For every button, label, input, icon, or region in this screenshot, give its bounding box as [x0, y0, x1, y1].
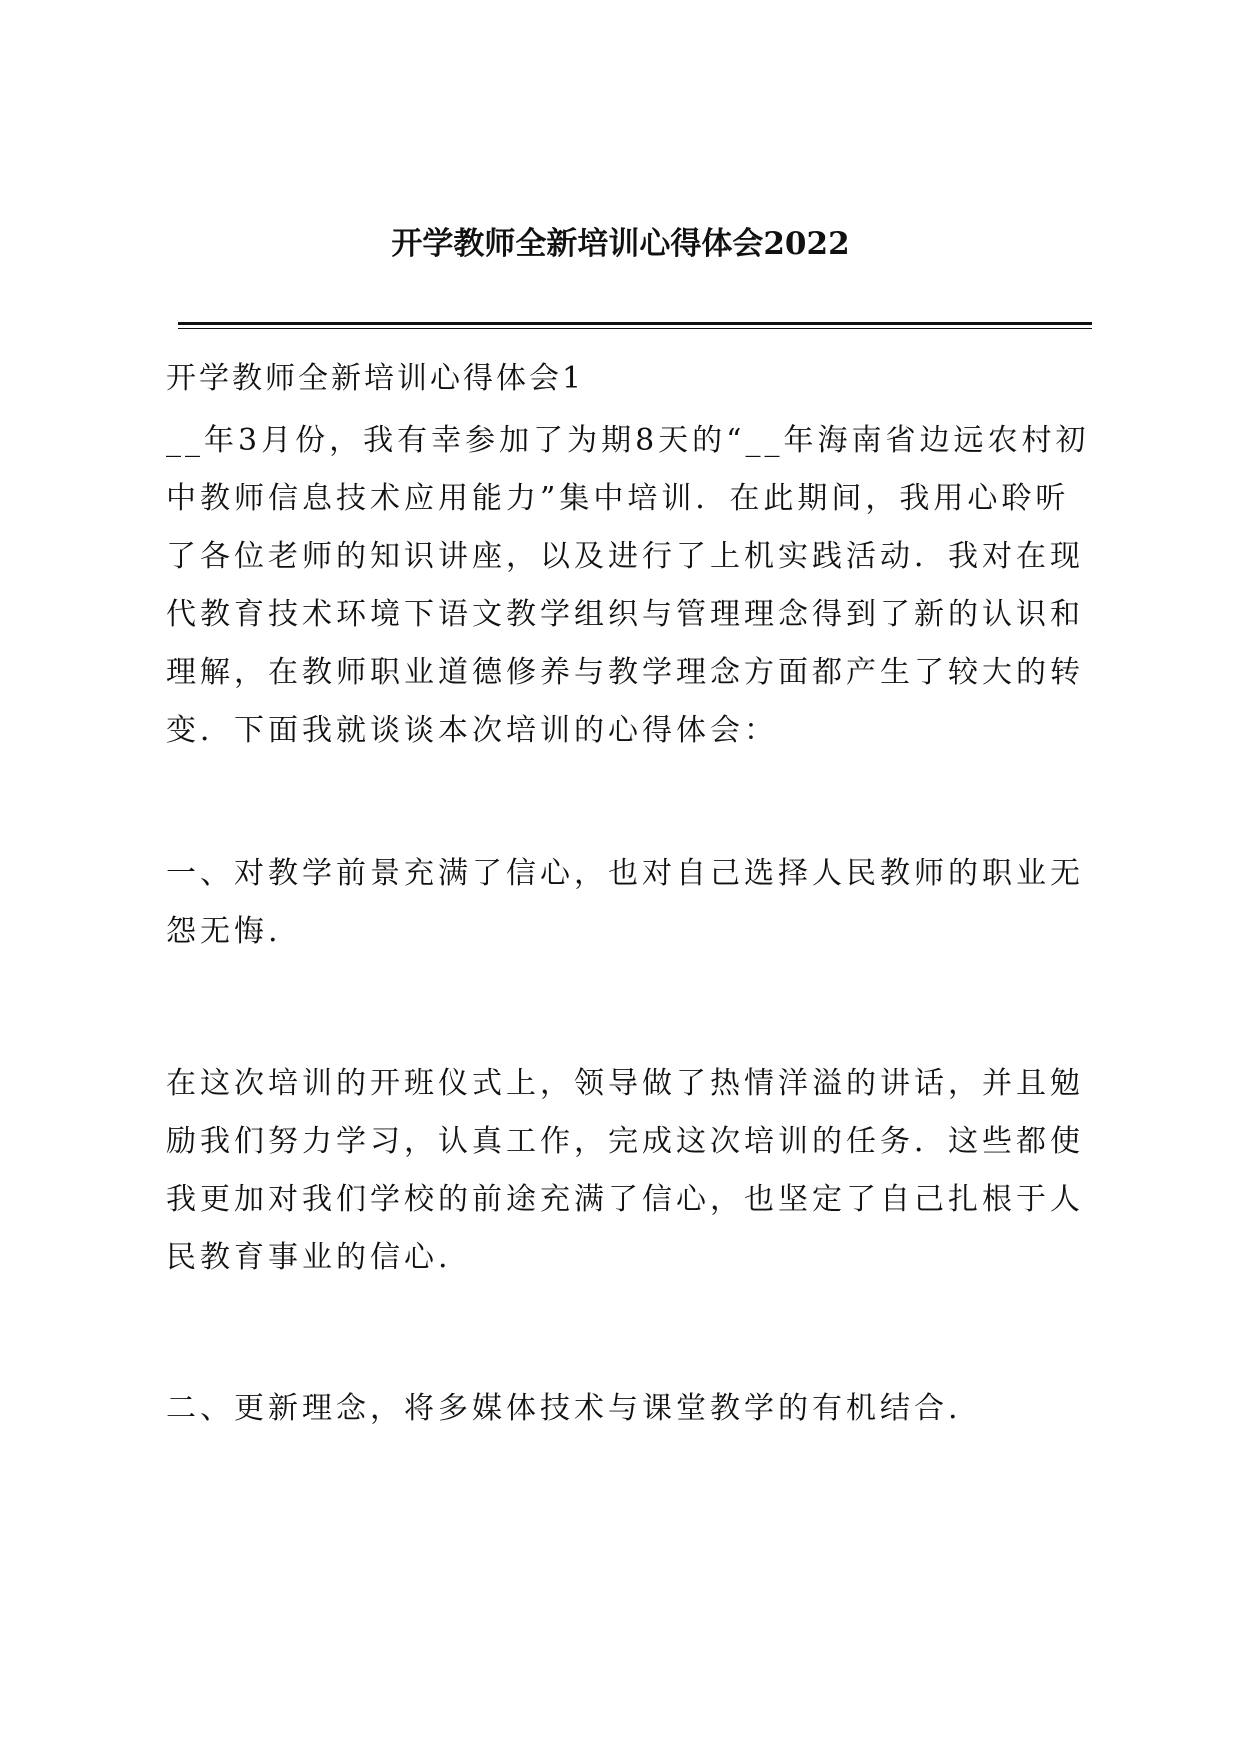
paragraph-opening-ceremony [166, 1055, 1096, 1287]
title-rule-thick [178, 322, 1092, 325]
section-heading-1-text: 一、对教学前景充满了信心，也对自己选择人民教师的职业无怨无悔. [166, 856, 1084, 949]
paragraph-opening-ceremony-text: 在这次培训的开班仪式上，领导做了热情洋溢的讲话，并且勉励我们努力学习，认真工作，完成这次培训的任务．这些都使我更加对我们学校的前途充满了信心，也坚定了自己扎根于人民教育事业的信心. [166, 1066, 1084, 1275]
paragraph-intro-text: __年3月份，我有幸参加了为期8天的“__年海南省边远农村初中教师信息技术应用能力”集中培训．在此期间，我用心聆听了各位老师的知识讲座，以及进行了上机实践活动．我对在现代教育技术环境下语文教学组织与管理理念得到了新的认识和理解，在教师职业道德修养与教学理念方面都产生了较大的转变．下面我就谈谈本次培训的心得体会： [166, 423, 1090, 748]
subheading-text: 开学教师全新培训心得体会1 [166, 361, 585, 396]
document-title: 开学教师全新培训心得体会2022 [391, 226, 850, 262]
article-subheading [166, 350, 1096, 408]
section-heading-1 [166, 845, 1096, 961]
paragraph-intro [166, 412, 1096, 760]
title-rule-thin [178, 328, 1092, 329]
section-heading-2 [166, 1380, 1096, 1438]
section-heading-2-text: 二、更新理念，将多媒体技术与课堂教学的有机结合. [166, 1391, 962, 1426]
